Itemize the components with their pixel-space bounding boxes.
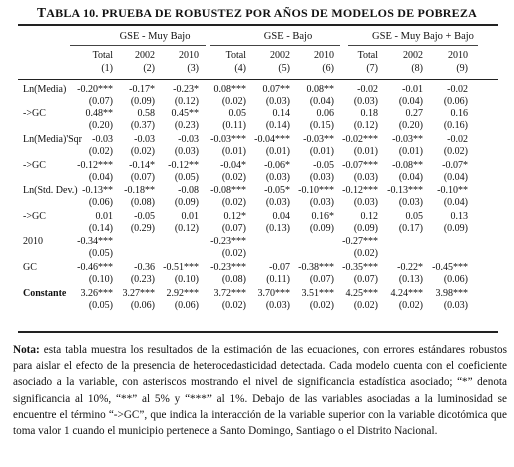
coefficient-cell: -0.01	[402, 84, 423, 95]
coefficient-cell: -0.03	[134, 134, 155, 145]
row-label: GC	[23, 262, 37, 273]
coefficient-cell: 0.08***	[213, 84, 246, 95]
group-header: GSE - Muy Bajo + Bajo	[372, 31, 474, 42]
std-error-cell: (0.20)	[398, 120, 423, 131]
coefficient-cell: 0.18	[360, 108, 378, 119]
bottom-rule	[18, 331, 498, 333]
column-number: (9)	[456, 63, 468, 74]
row-label: Ln(Std. Dev.)	[23, 185, 78, 196]
coefficient-cell: 0.58	[137, 108, 155, 119]
coefficient-cell: -0.13***	[387, 185, 423, 196]
coefficient-cell: 0.48**	[85, 108, 113, 119]
group-underline	[210, 45, 340, 46]
std-error-cell: (0.08)	[221, 274, 246, 285]
coefficient-cell: -0.14*	[129, 160, 155, 171]
std-error-cell: (0.16)	[443, 120, 468, 131]
std-error-cell: (0.12)	[174, 96, 199, 107]
std-error-cell: (0.11)	[222, 120, 246, 131]
std-error-cell: (0.13)	[398, 274, 423, 285]
coefficient-cell: 0.16	[450, 108, 468, 119]
std-error-cell: (0.12)	[353, 120, 378, 131]
coefficient-cell: -0.38***	[298, 262, 334, 273]
coefficient-cell: -0.07*	[442, 160, 468, 171]
column-header: 2002	[403, 50, 423, 61]
std-error-cell: (0.03)	[353, 197, 378, 208]
std-error-cell: (0.02)	[221, 248, 246, 259]
coefficient-cell: -0.51***	[163, 262, 199, 273]
group-underline	[70, 45, 206, 46]
std-error-cell: (0.17)	[398, 223, 423, 234]
std-error-cell: (0.02)	[353, 300, 378, 311]
std-error-cell: (0.01)	[265, 146, 290, 157]
std-error-cell: (0.14)	[265, 120, 290, 131]
std-error-cell: (0.08)	[130, 197, 155, 208]
coefficient-cell: -0.27***	[342, 236, 378, 247]
std-error-cell: (0.02)	[443, 146, 468, 157]
coefficient-cell: -0.12***	[342, 185, 378, 196]
coefficient-cell: -0.08**	[392, 160, 423, 171]
std-error-cell: (0.20)	[88, 120, 113, 131]
std-error-cell: (0.02)	[130, 146, 155, 157]
coefficient-cell: -0.05	[134, 211, 155, 222]
std-error-cell: (0.07)	[221, 223, 246, 234]
coefficient-cell: -0.04***	[254, 134, 290, 145]
std-error-cell: (0.10)	[88, 274, 113, 285]
std-error-cell: (0.03)	[309, 172, 334, 183]
std-error-cell: (0.02)	[221, 197, 246, 208]
coefficient-cell: -0.10***	[298, 185, 334, 196]
coefficient-cell: -0.03	[92, 134, 113, 145]
std-error-cell: (0.11)	[266, 274, 290, 285]
title-part-2: RUEBA DE ROBUSTEZ POR AÑOS DE MODELOS DE POBREZA	[109, 6, 477, 20]
coefficient-cell: -0.02	[447, 84, 468, 95]
coefficient-cell: 3.27***	[122, 288, 155, 299]
coefficient-cell: 0.05	[405, 211, 423, 222]
group-underline	[348, 45, 478, 46]
std-error-cell: (0.03)	[265, 197, 290, 208]
std-error-cell: (0.05)	[174, 172, 199, 183]
std-error-cell: (0.09)	[130, 96, 155, 107]
coefficient-cell: 0.01	[95, 211, 113, 222]
coefficient-cell: -0.23***	[210, 236, 246, 247]
std-error-cell: (0.06)	[443, 274, 468, 285]
std-error-cell: (0.01)	[221, 146, 246, 157]
row-label: Ln(Media)	[23, 84, 67, 95]
std-error-cell: (0.02)	[221, 172, 246, 183]
coefficient-cell: -0.02	[447, 134, 468, 145]
std-error-cell: (0.02)	[398, 300, 423, 311]
std-error-cell: (0.03)	[443, 300, 468, 311]
std-error-cell: (0.06)	[174, 300, 199, 311]
coefficient-cell: 0.14	[272, 108, 290, 119]
std-error-cell: (0.03)	[309, 197, 334, 208]
coefficient-cell: 0.01	[181, 211, 199, 222]
std-error-cell: (0.06)	[88, 197, 113, 208]
coefficient-cell: -0.06*	[264, 160, 290, 171]
coefficient-cell: 0.04	[272, 211, 290, 222]
column-header: 2010	[448, 50, 468, 61]
column-header: 2010	[179, 50, 199, 61]
std-error-cell: (0.04)	[309, 96, 334, 107]
coefficient-cell: 0.08**	[306, 84, 334, 95]
column-header: Total	[92, 50, 113, 61]
coefficient-cell: 0.06	[316, 108, 334, 119]
coefficient-cell: 3.26***	[80, 288, 113, 299]
group-header: GSE - Bajo	[263, 31, 313, 42]
std-error-cell: (0.01)	[353, 146, 378, 157]
row-label: ->GC	[23, 108, 46, 119]
std-error-cell: (0.03)	[265, 300, 290, 311]
std-error-cell: (0.03)	[398, 197, 423, 208]
std-error-cell: (0.03)	[174, 146, 199, 157]
row-label: ->GC	[23, 211, 46, 222]
std-error-cell: (0.23)	[130, 274, 155, 285]
coefficient-cell: -0.35***	[342, 262, 378, 273]
note-lead: Nota:	[13, 344, 40, 356]
coefficient-cell: 4.24***	[390, 288, 423, 299]
column-number: (7)	[366, 63, 378, 74]
coefficient-cell: 0.27	[405, 108, 423, 119]
coefficient-cell: 0.07**	[262, 84, 290, 95]
coefficient-cell: 0.45**	[171, 108, 199, 119]
coefficient-cell: -0.02***	[342, 134, 378, 145]
note-text: esta tabla muestra los resultados de la estimación de las ecuaciones, con errores estándares robustos para aislar el efecto de la presencia de heterocedasticidad detectada. Cada modelo cuenta con el coeficiente asociado a la variable, con asteriscos mostrando el nivel de significancia estadística asociado; “*” denota significancia al 10%, “**” al 5% y “***” al 1%. Debajo de las variables asociadas a la luminosidad se encuentre el término “->GC”, que indica la interacción de la variable superior con la variable dicotómica que toma valor 1 cuando el municipio pertenece a Santo Domingo, Santiago o el Distrito Nacional.	[13, 344, 507, 438]
coefficient-cell: -0.34***	[77, 236, 113, 247]
column-number: (2)	[143, 63, 155, 74]
coefficient-cell: 4.25***	[345, 288, 378, 299]
coefficient-cell: -0.12**	[168, 160, 199, 171]
std-error-cell: (0.04)	[88, 172, 113, 183]
std-error-cell: (0.10)	[174, 274, 199, 285]
coefficient-cell: -0.04*	[220, 160, 246, 171]
coefficient-cell: -0.23***	[210, 262, 246, 273]
std-error-cell: (0.29)	[130, 223, 155, 234]
coefficient-cell: 3.98***	[435, 288, 468, 299]
coefficient-cell: -0.46***	[77, 262, 113, 273]
std-error-cell: (0.14)	[88, 223, 113, 234]
column-number: (8)	[411, 63, 423, 74]
group-header: GSE - Muy Bajo	[119, 31, 191, 42]
coefficient-cell: -0.03**	[303, 134, 334, 145]
coefficient-cell: -0.03***	[210, 134, 246, 145]
std-error-cell: (0.03)	[265, 96, 290, 107]
row-label: ->GC	[23, 160, 46, 171]
column-number: (4)	[234, 63, 246, 74]
column-header: 2002	[135, 50, 155, 61]
table-note	[13, 342, 507, 439]
std-error-cell: (0.07)	[130, 172, 155, 183]
std-error-cell: (0.04)	[443, 197, 468, 208]
coefficient-cell: -0.18**	[124, 185, 155, 196]
coefficient-cell: 3.70***	[257, 288, 290, 299]
table-title	[0, 5, 514, 21]
coefficient-cell: -0.03	[178, 134, 199, 145]
std-error-cell: (0.06)	[443, 96, 468, 107]
std-error-cell: (0.04)	[398, 172, 423, 183]
std-error-cell: (0.02)	[221, 300, 246, 311]
std-error-cell: (0.03)	[353, 96, 378, 107]
coefficient-cell: -0.23*	[173, 84, 199, 95]
std-error-cell: (0.15)	[309, 120, 334, 131]
coefficient-cell: 0.16*	[311, 211, 334, 222]
coefficient-cell: -0.08	[178, 185, 199, 196]
coefficient-cell: -0.05	[313, 160, 334, 171]
coefficient-cell: 0.12	[360, 211, 378, 222]
top-rule	[18, 24, 498, 26]
std-error-cell: (0.09)	[174, 197, 199, 208]
coefficient-cell: -0.03**	[392, 134, 423, 145]
std-error-cell: (0.12)	[174, 223, 199, 234]
coefficient-cell: -0.17*	[129, 84, 155, 95]
std-error-cell: (0.09)	[353, 223, 378, 234]
coefficient-cell: -0.36	[134, 262, 155, 273]
std-error-cell: (0.13)	[265, 223, 290, 234]
coefficient-cell: -0.22*	[397, 262, 423, 273]
std-error-cell: (0.07)	[88, 96, 113, 107]
std-error-cell: (0.04)	[443, 172, 468, 183]
coefficient-cell: -0.45***	[432, 262, 468, 273]
coefficient-cell: 2.92***	[166, 288, 199, 299]
coefficient-cell: -0.08***	[210, 185, 246, 196]
std-error-cell: (0.09)	[309, 223, 334, 234]
coefficient-cell: -0.20***	[77, 84, 113, 95]
coefficient-cell: -0.12***	[77, 160, 113, 171]
column-number: (5)	[278, 63, 290, 74]
std-error-cell: (0.02)	[88, 146, 113, 157]
std-error-cell: (0.05)	[88, 300, 113, 311]
row-label: Ln(Media)'Sqr	[23, 134, 83, 145]
std-error-cell: (0.07)	[309, 274, 334, 285]
std-error-cell: (0.01)	[309, 146, 334, 157]
std-error-cell: (0.37)	[130, 120, 155, 131]
column-number: (1)	[101, 63, 113, 74]
coefficient-cell: -0.10**	[437, 185, 468, 196]
coefficient-cell: 0.05	[228, 108, 246, 119]
coefficient-cell: 0.13	[450, 211, 468, 222]
coefficient-cell: 0.12*	[223, 211, 246, 222]
header-rule	[18, 79, 498, 80]
coefficient-cell: -0.02	[357, 84, 378, 95]
std-error-cell: (0.02)	[309, 300, 334, 311]
column-number: (3)	[187, 63, 199, 74]
coefficient-cell: 3.51***	[301, 288, 334, 299]
std-error-cell: (0.02)	[221, 96, 246, 107]
coefficient-cell: -0.07***	[342, 160, 378, 171]
std-error-cell: (0.05)	[88, 248, 113, 259]
std-error-cell: (0.03)	[265, 172, 290, 183]
std-error-cell: (0.02)	[353, 248, 378, 259]
column-header: 2002	[270, 50, 290, 61]
std-error-cell: (0.09)	[443, 223, 468, 234]
column-header: Total	[357, 50, 378, 61]
coefficient-cell: -0.05*	[264, 185, 290, 196]
column-header: Total	[225, 50, 246, 61]
std-error-cell: (0.04)	[398, 96, 423, 107]
row-label: 2010	[23, 236, 43, 247]
coefficient-cell: 3.72***	[213, 288, 246, 299]
row-label: Constante	[23, 288, 67, 299]
coefficient-cell: -0.13**	[82, 185, 113, 196]
column-header: 2010	[314, 50, 334, 61]
std-error-cell: (0.01)	[398, 146, 423, 157]
std-error-cell: (0.06)	[130, 300, 155, 311]
coefficient-cell: -0.07	[269, 262, 290, 273]
std-error-cell: (0.07)	[353, 274, 378, 285]
title-part-1: ABLA 10. P	[46, 6, 110, 20]
column-number: (6)	[322, 63, 334, 74]
title-initial: T	[37, 5, 47, 20]
std-error-cell: (0.03)	[353, 172, 378, 183]
std-error-cell: (0.23)	[174, 120, 199, 131]
